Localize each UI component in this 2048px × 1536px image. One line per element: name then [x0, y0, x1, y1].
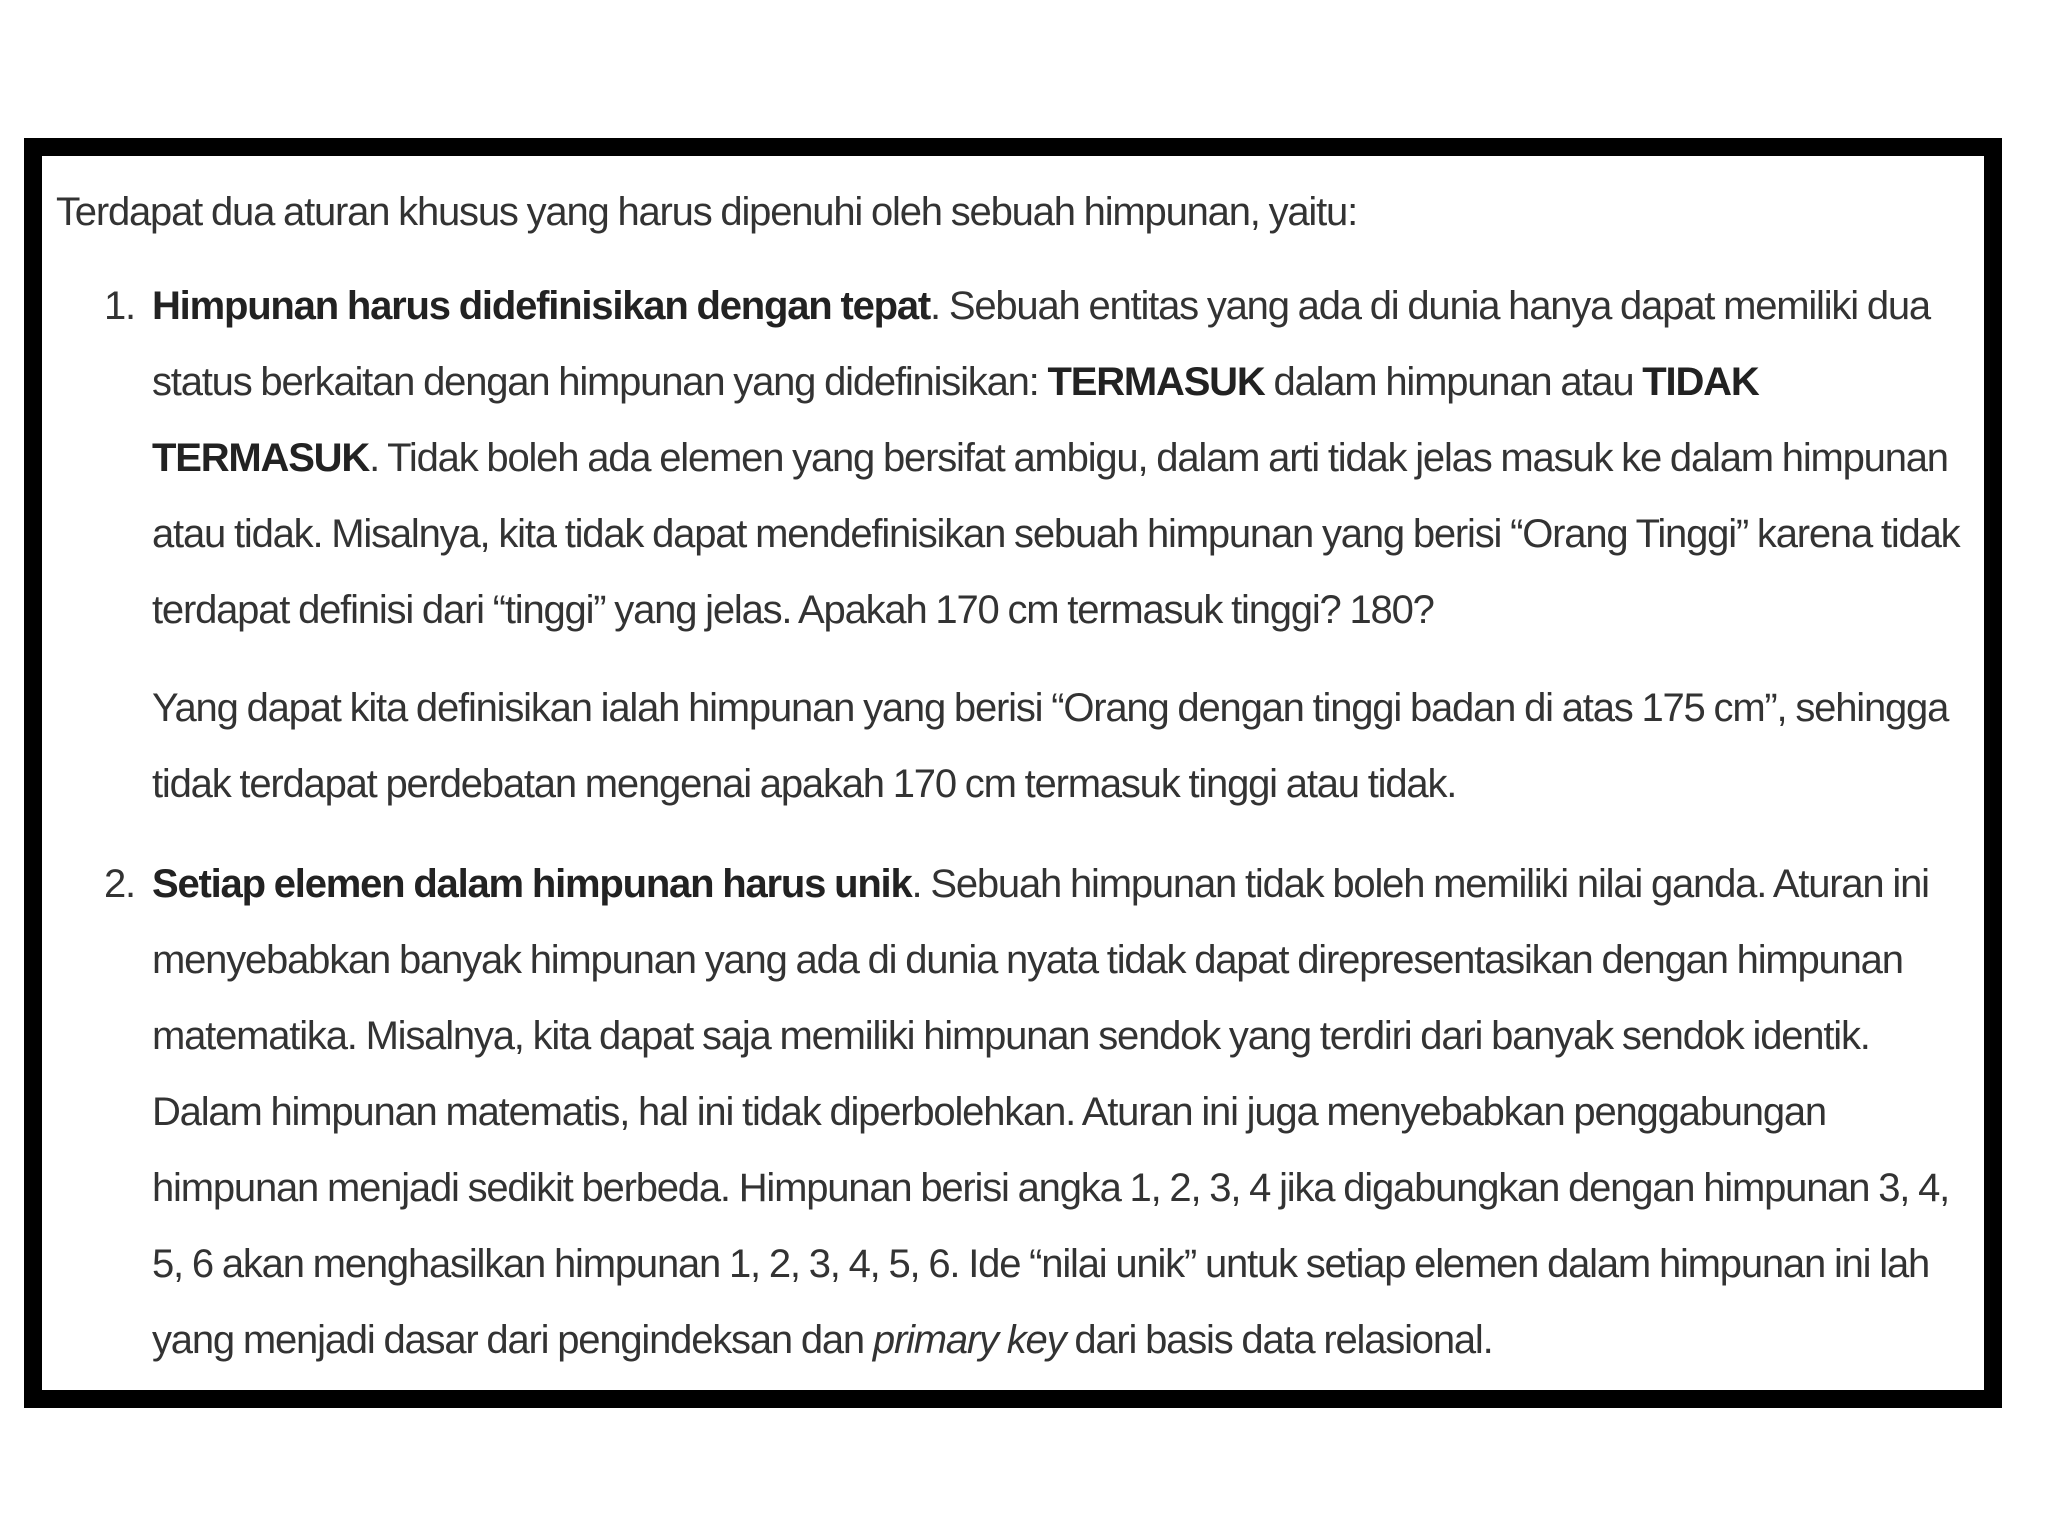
document-frame — [24, 138, 2002, 1408]
rule-title: Setiap elemen dalam himpunan harus unik — [152, 862, 912, 906]
rule-text: dari basis data relasional. — [1065, 1318, 1493, 1362]
rule-paragraph — [152, 846, 1970, 1378]
rule-paragraph: Yang dapat kita definisikan ialah himpunan yang berisi “Orang dengan tinggi badan di atas 175 cm”, sehingga tidak terdapat perdebatan mengenai apakah 170 cm termasuk tinggi atau tidak. — [152, 686, 1949, 806]
rule-text: . Sebuah entitas yang ada di dunia hanya dapat memiliki dua status berkaitan dengan himpunan yang didefinisikan: — [152, 284, 1930, 404]
rule-text: dalam himpunan atau — [1264, 360, 1643, 404]
rule-text: . Tidak boleh ada elemen yang bersifat ambigu, dalam arti tidak jelas masuk ke dalam himpunan atau tidak. Misalnya, kita tidak dapat mendefinisikan sebuah himpunan yang berisi “Orang Tinggi” karena tidak terdapat definisi dari “tinggi” yang jelas. Apakah 170 cm termasuk tinggi? 180? — [152, 436, 1960, 632]
rules-list — [56, 268, 1970, 1378]
document-content — [56, 176, 1970, 1402]
emphasis-text: TIDAK TERMASUK — [152, 360, 1759, 480]
rule-text: . Sebuah himpunan tidak boleh memiliki nilai ganda. Aturan ini menyebabkan banyak himpunan yang ada di dunia nyata tidak dapat direpresentasikan dengan himpunan matematika. Misalnya, kita dapat saja memiliki himpunan sendok yang terdiri dari banyak sendok identik. Dalam himpunan matematis, hal ini tidak diperbolehkan. Aturan ini juga menyebabkan penggabungan himpunan menjadi sedikit berbeda. Himpunan berisi angka 1, 2, 3, 4 jika digabungkan dengan himpunan 3, 4, 5, 6 akan menghasilkan himpunan 1, 2, 3, 4, 5, 6. Ide “nilai unik” untuk setiap elemen dalam himpunan ini lah yang menjadi dasar dari pengindeksan dan — [152, 862, 1950, 1362]
intro-text: Terdapat dua aturan khusus yang harus dipenuhi oleh sebuah himpunan, yaitu: — [56, 190, 1357, 234]
emphasis-text: TERMASUK — [1047, 360, 1265, 404]
rule-item-1 — [56, 268, 1970, 822]
rule-title: Himpunan harus didefinisikan dengan tepat — [152, 284, 931, 328]
rule-item-2 — [56, 846, 1970, 1378]
rule-number: 1. — [104, 284, 135, 328]
italic-term: primary key — [872, 1318, 1066, 1362]
rule-number: 2. — [104, 862, 135, 906]
rule-paragraph — [152, 268, 1970, 648]
